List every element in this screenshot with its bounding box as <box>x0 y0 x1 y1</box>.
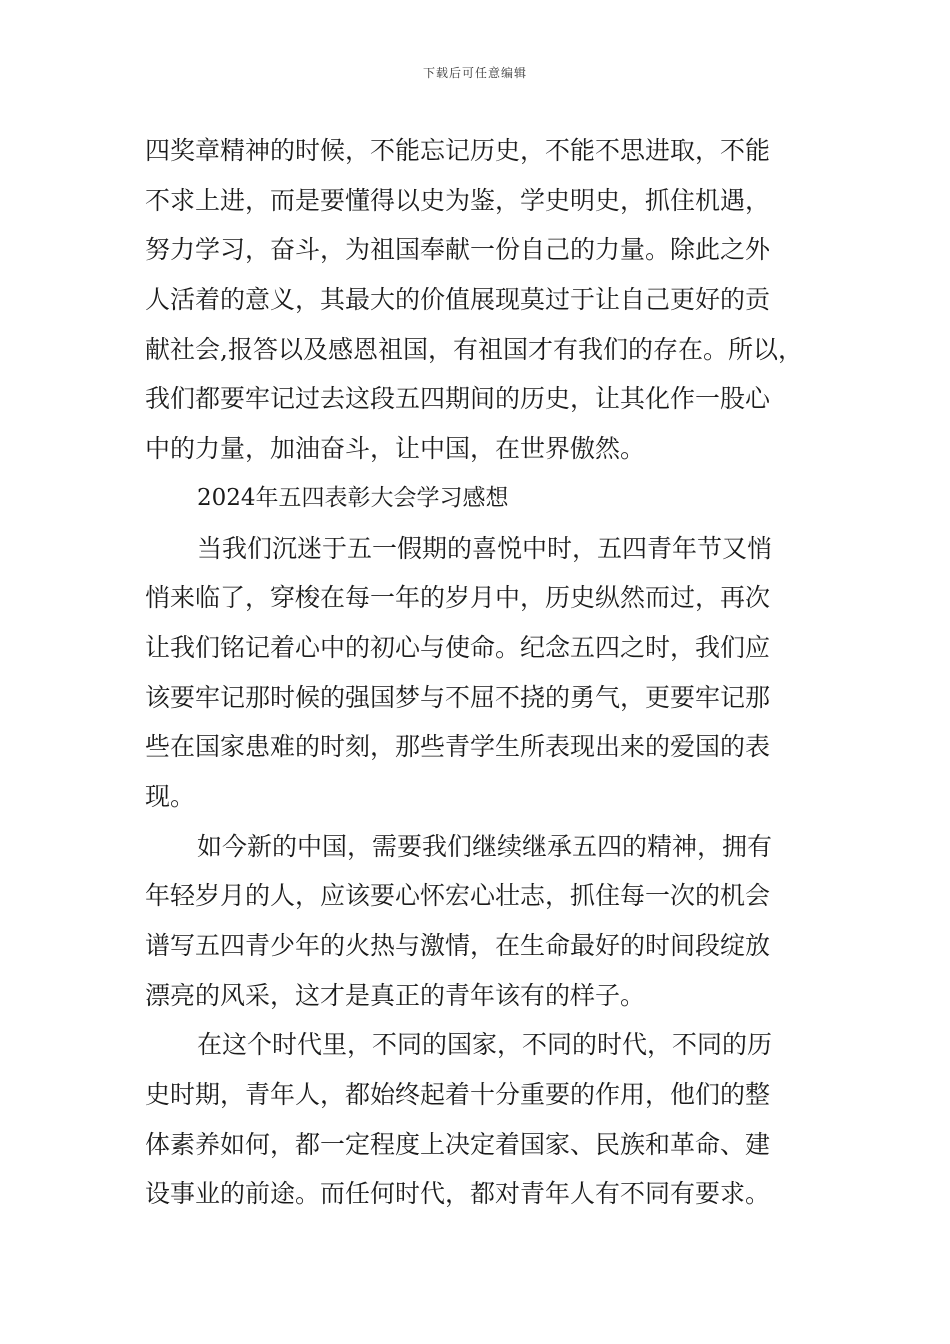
text-line: 让我们铭记着心中的初心与使命。纪念五四之时，我们应 <box>145 632 771 662</box>
text-line: 体素养如何，都一定程度上决定着国家、民族和革命、建 <box>145 1129 771 1159</box>
text-line: 献社会,报答以及感恩祖国，有祖国才有我们的存在。所以， <box>145 334 803 364</box>
text-line: 在这个时代里，不同的国家，不同的时代，不同的历 <box>197 1030 773 1060</box>
text-line: 中的力量，加油奋斗，让中国，在世界傲然。 <box>145 434 646 464</box>
text-line: 悄来临了，穿梭在每一年的岁月中，历史纵然而过，再次 <box>145 583 771 613</box>
section-title: 2024年五四表彰大会学习感想 <box>197 484 509 511</box>
text-line: 当我们沉迷于五一假期的喜悦中时，五四青年节又悄 <box>197 533 773 563</box>
text-line: 该要牢记那时候的强国梦与不屈不挠的勇气，更要牢记那 <box>145 682 771 712</box>
text-line: 不求上进，而是要懂得以史为鉴，学史明史，抓住机遇， <box>145 185 771 215</box>
document-body <box>145 126 825 1219</box>
text-line: 努力学习，奋斗，为祖国奉献一份自己的力量。除此之外 <box>145 235 771 265</box>
text-line: 如今新的中国，需要我们继续继承五四的精神，拥有 <box>197 831 773 861</box>
text-line: 年轻岁月的人，应该要心怀宏心壮志，抓住每一次的机会 <box>145 881 771 911</box>
text-line: 我们都要牢记过去这段五四期间的历史，让其化作一股心 <box>145 384 771 414</box>
text-line: 设事业的前途。而任何时代，都对青年人有不同有要求。 <box>145 1179 771 1209</box>
text-line: 谱写五四青少年的火热与激情，在生命最好的时间段绽放 <box>145 931 771 960</box>
text-line: 史时期，青年人，都始终起着十分重要的作用，他们的整 <box>145 1080 771 1110</box>
page-header: 下载后可任意编辑 <box>422 66 527 80</box>
text-line: 漂亮的风采，这才是真正的青年该有的样子。 <box>145 980 646 1010</box>
text-line: 四奖章精神的时候，不能忘记历史，不能不思进取，不能 <box>145 136 771 165</box>
text-line: 现。 <box>145 781 196 811</box>
text-line: 人活着的意义，其最大的价值展现莫过于让自己更好的贡 <box>145 285 771 315</box>
text-line: 些在国家患难的时刻，那些青学生所表现出来的爱国的表 <box>145 732 771 762</box>
